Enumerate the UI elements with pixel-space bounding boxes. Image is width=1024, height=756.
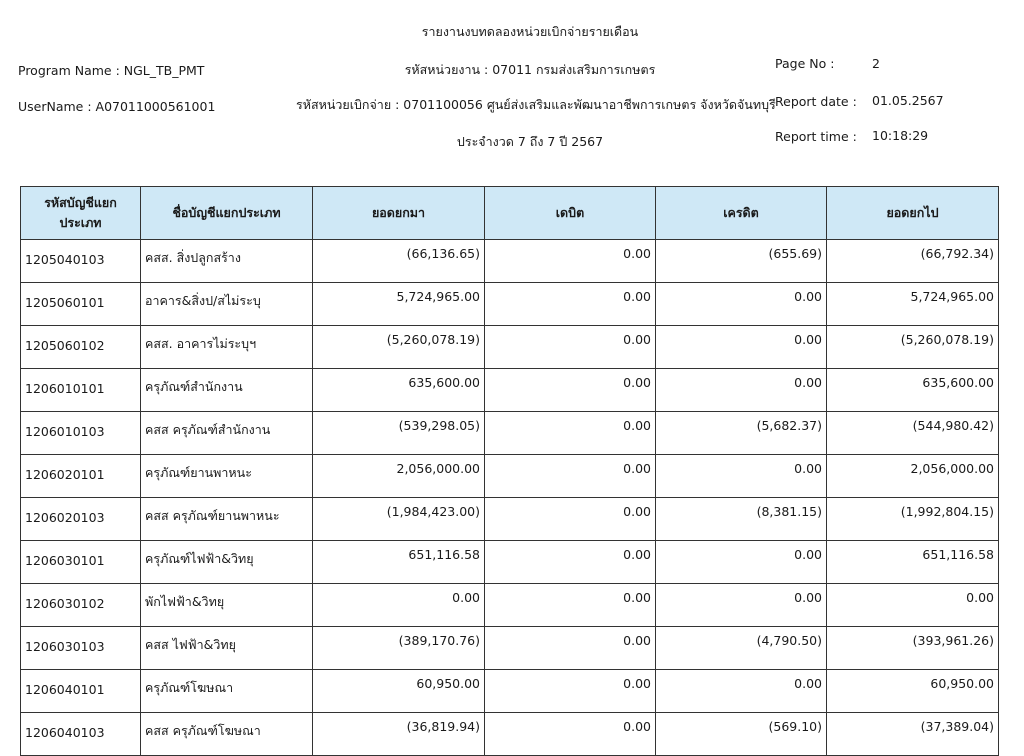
cell-opening-balance: 60,950.00 <box>313 670 485 713</box>
table-row <box>21 627 999 670</box>
cell-account-code: 1205040103 <box>21 240 141 283</box>
table-row <box>21 240 999 283</box>
cell-debit: 0.00 <box>485 326 656 369</box>
header-debit: เดบิต <box>485 187 656 240</box>
cell-closing-balance: 5,724,965.00 <box>827 283 999 326</box>
report-date: 01.05.2567 <box>872 93 944 108</box>
table-row <box>21 713 999 756</box>
cell-credit: 0.00 <box>656 541 827 584</box>
table-row <box>21 584 999 627</box>
disbursing-unit: รหัสหน่วยเบิกจ่าย : 0701100056 ศูนย์ส่งเสริมและพัฒนาอาชีพการเกษตร จังหวัดจันทบุรี <box>296 97 776 112</box>
table-row <box>21 455 999 498</box>
cell-debit: 0.00 <box>485 584 656 627</box>
cell-debit: 0.00 <box>485 627 656 670</box>
cell-account-code: 1206040103 <box>21 713 141 756</box>
cell-account-name: อาคาร&สิ่งป/สไม่ระบุ <box>141 283 313 326</box>
cell-opening-balance: (389,170.76) <box>313 627 485 670</box>
cell-credit: 0.00 <box>656 584 827 627</box>
cell-opening-balance: (539,298.05) <box>313 412 485 455</box>
cell-credit: 0.00 <box>656 326 827 369</box>
cell-closing-balance: 60,950.00 <box>827 670 999 713</box>
cell-closing-balance: 635,600.00 <box>827 369 999 412</box>
cell-opening-balance: 635,600.00 <box>313 369 485 412</box>
report-title: รายงานงบทดลองหน่วยเบิกจ่ายรายเดือน <box>421 24 639 39</box>
cell-account-code: 1206020103 <box>21 498 141 541</box>
cell-closing-balance: (393,961.26) <box>827 627 999 670</box>
cell-closing-balance: 2,056,000.00 <box>827 455 999 498</box>
cell-account-name: คสส ครุภัณฑ์ยานพาหนะ <box>141 498 313 541</box>
cell-opening-balance: 2,056,000.00 <box>313 455 485 498</box>
header-credit: เครดิต <box>656 187 827 240</box>
table-row <box>21 541 999 584</box>
cell-debit: 0.00 <box>485 283 656 326</box>
period: ประจำงวด 7 ถึง 7 ปี 2567 <box>456 134 604 149</box>
cell-account-name: พักไฟฟ้า&วิทยุ <box>141 584 313 627</box>
cell-credit: 0.00 <box>656 283 827 326</box>
cell-opening-balance: (66,136.65) <box>313 240 485 283</box>
cell-closing-balance: (1,992,804.15) <box>827 498 999 541</box>
cell-debit: 0.00 <box>485 713 656 756</box>
cell-opening-balance: (5,260,078.19) <box>313 326 485 369</box>
cell-opening-balance: 5,724,965.00 <box>313 283 485 326</box>
cell-closing-balance: 651,116.58 <box>827 541 999 584</box>
cell-closing-balance: (37,389.04) <box>827 713 999 756</box>
cell-account-name: คสส. อาคารไม่ระบุฯ <box>141 326 313 369</box>
table-row <box>21 283 999 326</box>
header-account-name: ชื่อบัญชีแยกประเภท <box>141 187 313 240</box>
cell-account-code: 1206010103 <box>21 412 141 455</box>
table-row <box>21 412 999 455</box>
report-time-label: Report time : <box>775 129 857 144</box>
cell-account-code: 1206030102 <box>21 584 141 627</box>
cell-account-name: ครุภัณฑ์โฆษณา <box>141 670 313 713</box>
page-no-label: Page No : <box>775 56 835 71</box>
cell-opening-balance: 0.00 <box>313 584 485 627</box>
table-row <box>21 498 999 541</box>
header-opening-balance: ยอดยกมา <box>313 187 485 240</box>
cell-credit: (569.10) <box>656 713 827 756</box>
cell-credit: 0.00 <box>656 455 827 498</box>
cell-debit: 0.00 <box>485 541 656 584</box>
trial-balance-table <box>20 186 999 756</box>
user-name: UserName : A07011000561001 <box>18 99 216 114</box>
cell-debit: 0.00 <box>485 455 656 498</box>
header-closing-balance: ยอดยกไป <box>827 187 999 240</box>
cell-account-code: 1205060101 <box>21 283 141 326</box>
cell-account-code: 1206040101 <box>21 670 141 713</box>
table-header-row <box>21 187 999 240</box>
cell-account-code: 1206020101 <box>21 455 141 498</box>
cell-debit: 0.00 <box>485 670 656 713</box>
cell-account-name: ครุภัณฑ์ยานพาหนะ <box>141 455 313 498</box>
cell-closing-balance: (66,792.34) <box>827 240 999 283</box>
cell-debit: 0.00 <box>485 240 656 283</box>
cell-account-name: คสส. สิ่งปลูกสร้าง <box>141 240 313 283</box>
cell-account-code: 1206030103 <box>21 627 141 670</box>
report-date-label: Report date : <box>775 94 857 109</box>
cell-account-name: ครุภัณฑ์ไฟฟ้า&วิทยุ <box>141 541 313 584</box>
cell-opening-balance: (36,819.94) <box>313 713 485 756</box>
table-body <box>21 240 999 756</box>
cell-credit: 0.00 <box>656 670 827 713</box>
cell-debit: 0.00 <box>485 369 656 412</box>
cell-credit: (5,682.37) <box>656 412 827 455</box>
program-name: Program Name : NGL_TB_PMT <box>18 63 205 78</box>
cell-account-code: 1206030101 <box>21 541 141 584</box>
cell-account-code: 1206010101 <box>21 369 141 412</box>
cell-credit: (4,790.50) <box>656 627 827 670</box>
header-account-code: รหัสบัญชีแยกประเภท <box>21 187 141 240</box>
cell-debit: 0.00 <box>485 412 656 455</box>
cell-credit: 0.00 <box>656 369 827 412</box>
cell-credit: (655.69) <box>656 240 827 283</box>
cell-closing-balance: (544,980.42) <box>827 412 999 455</box>
cell-closing-balance: 0.00 <box>827 584 999 627</box>
table-row <box>21 369 999 412</box>
cell-debit: 0.00 <box>485 498 656 541</box>
cell-opening-balance: 651,116.58 <box>313 541 485 584</box>
cell-account-code: 1205060102 <box>21 326 141 369</box>
report-time: 10:18:29 <box>872 128 929 143</box>
cell-account-name: คสส ครุภัณฑ์โฆษณา <box>141 713 313 756</box>
cell-account-name: ครุภัณฑ์สำนักงาน <box>141 369 313 412</box>
agency-code: รหัสหน่วยงาน : 07011 กรมส่งเสริมการเกษตร <box>404 62 656 77</box>
cell-closing-balance: (5,260,078.19) <box>827 326 999 369</box>
table-row <box>21 670 999 713</box>
page-no: 2 <box>872 56 880 71</box>
table-row <box>21 326 999 369</box>
cell-account-name: คสส ไฟฟ้า&วิทยุ <box>141 627 313 670</box>
cell-opening-balance: (1,984,423.00) <box>313 498 485 541</box>
cell-account-name: คสส ครุภัณฑ์สำนักงาน <box>141 412 313 455</box>
cell-credit: (8,381.15) <box>656 498 827 541</box>
